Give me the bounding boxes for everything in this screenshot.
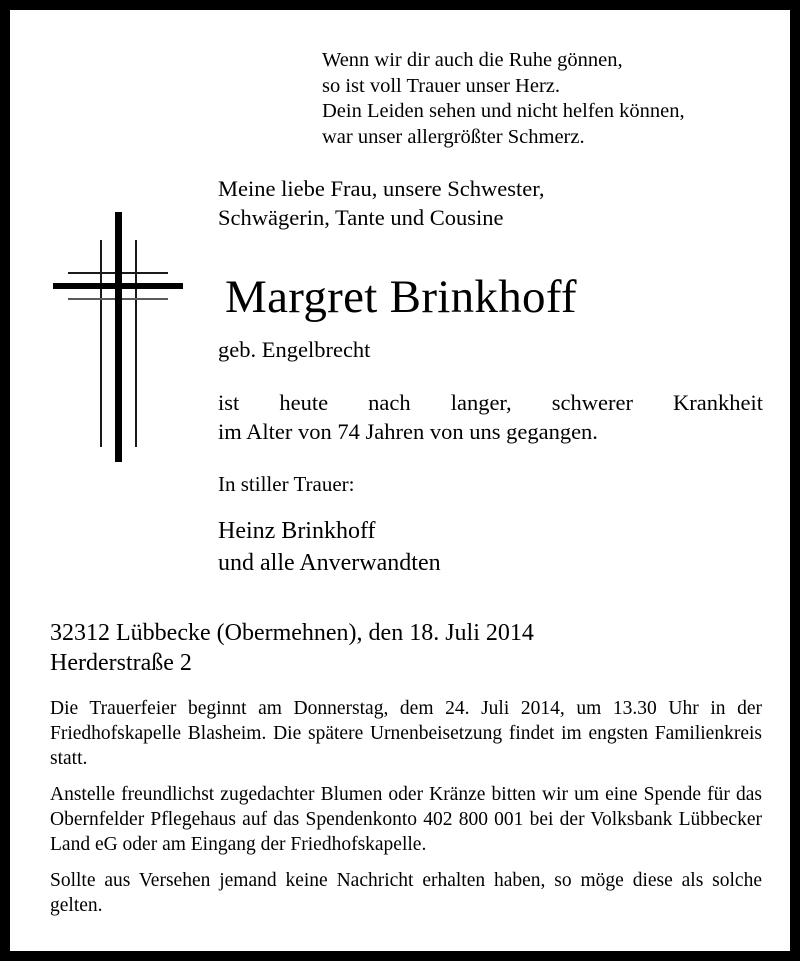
fineprint-block: [50, 696, 762, 918]
deceased-name: Margret Brinkhoff: [225, 271, 577, 323]
poem-line-3: Dein Leiden sehen und nicht helfen können,: [322, 100, 685, 122]
relationship-text: [218, 174, 545, 232]
cross-vertical-bar: [115, 212, 122, 462]
mourner-primary: Heinz Brinkhoff: [218, 518, 376, 544]
relationship-line-2: Schwägerin, Tante und Cousine: [218, 205, 504, 230]
donation-request: Anstelle freundlichst zugedachter Blumen oder Kränze bitten wir um eine Spende für das Obernfelder Pflegehaus auf das Spendenkonto 402 800 001 bei der Volksbank Lübbecker Land eG oder am Eingang der Friedhofskapelle.: [50, 784, 762, 855]
mourners-list: [218, 515, 441, 579]
passing-line-2: im Alter von 74 Jahren von uns gegangen.: [218, 419, 598, 444]
ceremony-details: Die Trauerfeier beginnt am Donnerstag, dem 24. Juli 2014, um 13.30 Uhr in der Friedhofskapelle Blasheim. Die spätere Urnenbeisetzung findet im engsten Familienkreis statt.: [50, 698, 762, 769]
relationship-line-1: Meine liebe Frau, unsere Schwester,: [218, 176, 545, 201]
cross-icon: [43, 212, 193, 464]
passing-line-1: ist heute nach langer, schwerer Krankheit: [218, 390, 763, 415]
address-street: Herderstraße 2: [50, 650, 192, 676]
general-notice: Sollte aus Versehen jemand keine Nachricht erhalten haben, so möge diese als solche gelten.: [50, 870, 762, 916]
address-city-date: 32312 Lübbecke (Obermehnen), den 18. Juli 2014: [50, 620, 534, 646]
notice-paper: [10, 10, 790, 951]
poem-line-1: Wenn wir dir auch die Ruhe gönnen,: [322, 49, 623, 71]
memorial-poem: [322, 48, 685, 150]
mourner-relatives: und alle Anverwandten: [218, 550, 441, 576]
mourning-heading: In stiller Trauer:: [218, 472, 355, 496]
poem-line-2: so ist voll Trauer unser Herz.: [322, 74, 561, 97]
passing-statement: [218, 388, 763, 446]
deceased-maiden-name: geb. Engelbrecht: [218, 337, 371, 362]
poem-line-4: war unser allergrößter Schmerz.: [322, 125, 585, 148]
address-block: [50, 618, 534, 678]
